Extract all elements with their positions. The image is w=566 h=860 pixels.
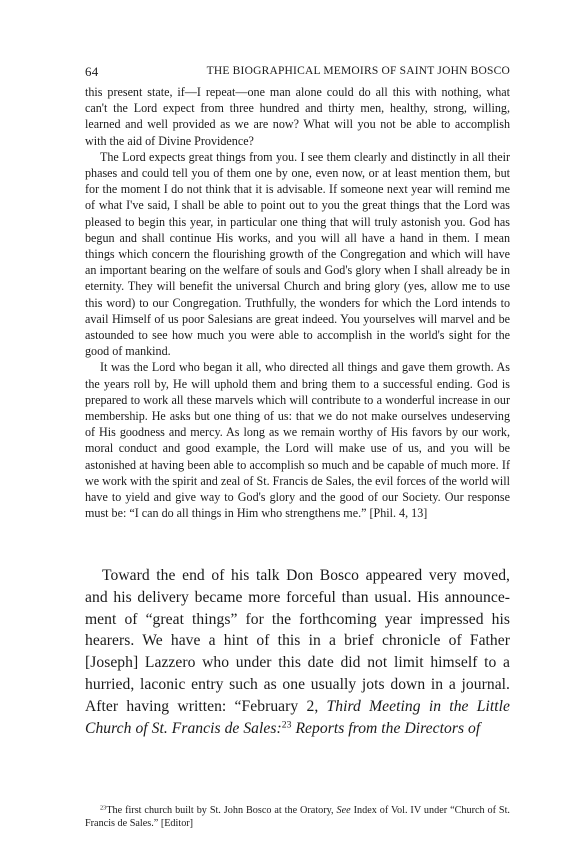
footnote-number: 23 (100, 804, 107, 812)
running-header (85, 64, 510, 82)
running-title: THE BIOGRAPHICAL MEMOIRS OF SAINT JOHN BOSCO (206, 65, 510, 77)
footnote-reference: 23 (281, 719, 292, 731)
page-number: 64 (85, 64, 99, 79)
body-text-run: Toward the end of his talk Don Bosco appeared very moved, and his delivery became more forceful than usual. His announcement of “great things” for the forthcoming year impressed his hearers. We have a hint of this in a brief chronicle of Father [Joseph] Lazzero who under this date did not limit himself to a hurried, laconic entry such as one usually jots down in a journal. After having written: “February 2, (85, 567, 510, 715)
footnote-see: See (336, 805, 351, 816)
footnote (85, 804, 510, 831)
quoted-talk (85, 84, 510, 521)
footnote-run: Index of Vol. IV under “Church of St. Francis de Sales.” [Editor] (85, 805, 510, 830)
quote-paragraph: The Lord expects great things from you. I see them clearly and distinctly in all their phases and could tell you of them one by one, even now, or at least mention them, but for the moment I do not think that it is advisable. If someone next year will remind me of what I've said, I shall be able to point out to you the great things that the Lord was pleased to begin this year, in particular one thing that will truly astonish you. God has begun and shall continue His works, and you will all have a hand in them. I mean things which concern the flourishing growth of the Congregation and which will have an important bearing on the welfare of souls and God's glory when I shall already be in eternity. They will benefit the universal Church and bring glory (yes, allow me to use this word) to our Congregation. Truthfully, the wonders for which the Lord intends to avail Himself of us poor Salesians are great indeed. You yourselves will marvel and be astounded to see how much you were able to accomplish in the world's sight for the good of mankind. (85, 149, 510, 359)
body-text (85, 565, 510, 739)
quote-paragraph: this present state, if—I repeat—one man alone could do all this with nothing, what can't the Lord expect from three hundred and thirty men, healthy, strong, willing, learned and well provided as we are now? What will you not be able to accomplish with the aid of Divine Providence? (85, 85, 510, 148)
quote-paragraph: It was the Lord who began it all, who directed all things and gave them growth. As the years roll by, He will uphold them and bring them to a successful ending. God is prepared to work all these marvels which will contribute to a wonderful increase in our membership. He asks but one thing of us: that we do not make ourselves undeserving of His goodness and mercy. As long as we remain worthy of His favors by our work, moral conduct and good example, the Lord will make use of us, and you will be astonished at having been able to accomplish so much and be capable of much more. If we work with the spirit and zeal of St. Francis de Sales, the evil forces of the world will have to yield and give way to God's glory and the good of our Society. Our response must be: “I can do all things in Him who strengthens me.” [Phil. 4, 13] (85, 360, 510, 521)
body-paragraph (85, 565, 510, 739)
italic-title-continued: Reports from the Directors of (291, 719, 481, 737)
footnote-run: The first church built by St. John Bosco at the Oratory, (106, 805, 337, 816)
italic-title: Third Meeting in the Little Church of St. Francis de Sales: (85, 697, 510, 737)
footnote-text (85, 804, 510, 831)
